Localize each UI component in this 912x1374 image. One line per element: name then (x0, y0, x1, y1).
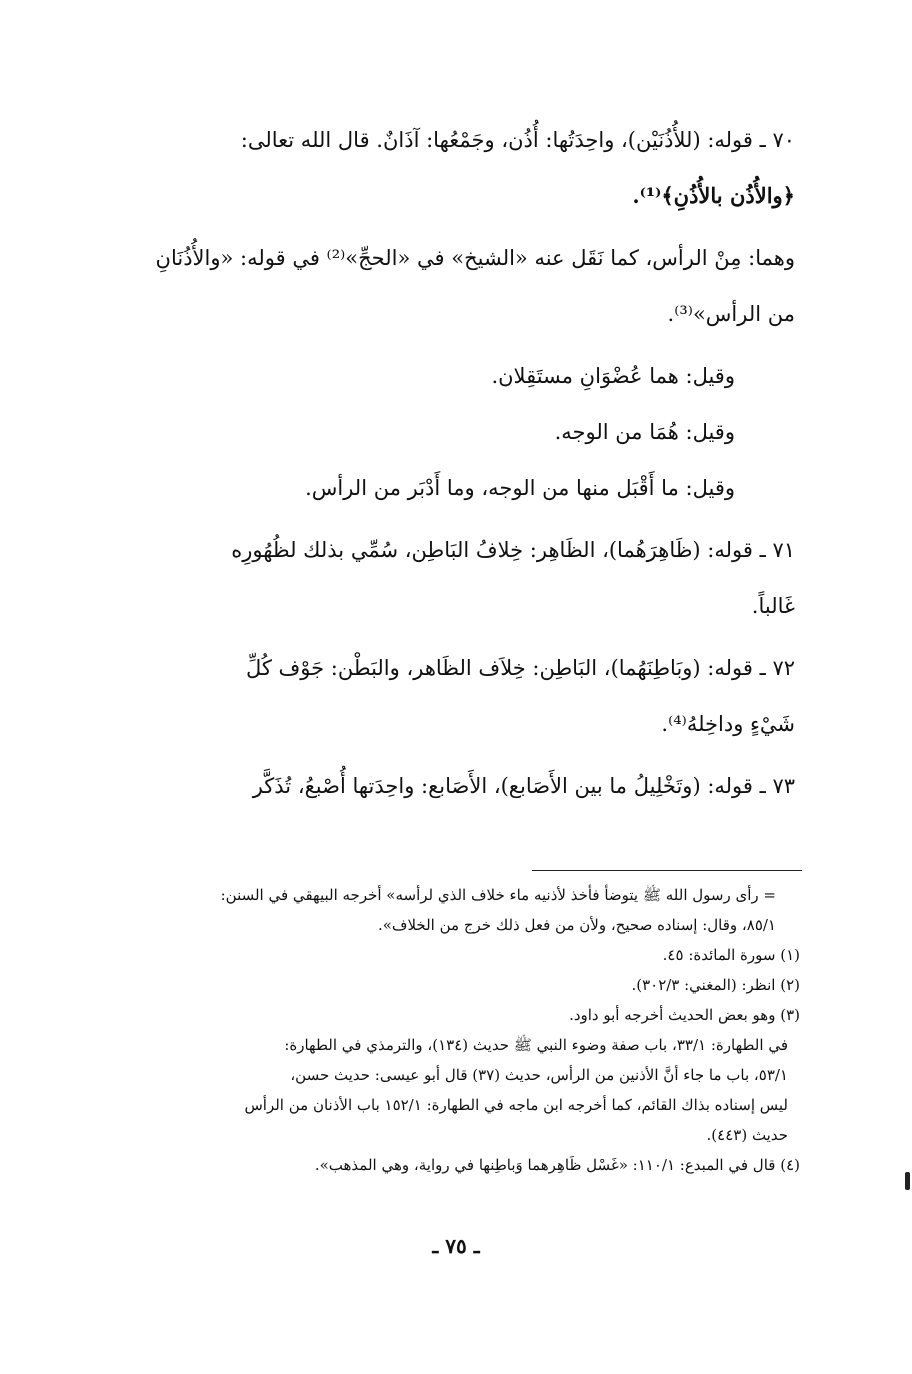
scan-edge-mark (905, 1172, 910, 1190)
paragraph-71 (95, 522, 795, 634)
footnote-continuation-line-1: = رأى رسول الله ﷺ يتوضأ فأخذ لأذنيه ماء خلاف الذي لرأسه» أخرجه البيهقي في السنن: (220, 886, 776, 904)
paragraph-73 (95, 758, 795, 814)
footnote-3-line-4: ليس إسناده بذاك القائم، كما أخرجه ابن ماجه في الطهارة: ١٥٢/١ باب الأذنان من الرأس (244, 1096, 788, 1114)
footnote-separator (532, 870, 802, 871)
paragraph-72-line-2: شَيْءٍ وداخِلهُ⁽⁴⁾. (661, 712, 795, 736)
footnote-3-line-3: ٥٣/١، باب ما جاء أنَّ الأذنين من الرأس، حديث (٣٧) قال أبو عيسى: حديث حسن، (290, 1066, 788, 1084)
opinion-3: وقيل: ما أَقْبَل منها من الوجه، وما أَدْبَر من الرأس. (305, 476, 735, 500)
paragraph-71-line-1: ٧١ ـ قوله: (ظَاهِرَهُما)، الظَاهِر: خِلافُ البَاطِن، سُمِّي بذلك لظُهُورِه (231, 538, 795, 562)
paragraph-70 (95, 112, 795, 224)
footnote-3-line-1: (٣) وهو بعض الحديث أخرجه أبو داود. (569, 1006, 800, 1024)
footnote-1: (١) سورة المائدة: ٤٥. (662, 946, 800, 964)
paragraph-71-line-2: غَالباً. (751, 594, 795, 618)
footnote-2: (٢) انظر: (المغني: ٣٠٢/٣). (631, 976, 800, 994)
footnote-3-line-2: في الطهارة: ٣٣/١، باب صفة وضوء النبي ﷺ حديث (١٣٤)، والترمذي في الطهارة: (284, 1036, 788, 1054)
footnotes (100, 880, 800, 1180)
paragraph-73-line-1: ٧٣ ـ قوله: (وتَخْلِيلُ ما بين الأَصَابع)، الأَصَابع: واحِدَتها أُصْبعُ، تُذَكَّر (252, 774, 795, 798)
page-number: ـ ٧٥ ـ (432, 1234, 480, 1258)
opinion-2: وقيل: هُمَا من الوجه. (554, 420, 735, 444)
paragraph-heads (95, 230, 795, 342)
opinion-1: وقيل: هما عُضْوَانِ مستَقِلان. (491, 364, 735, 388)
paragraph-heads-line-1: وهما: مِنْ الرأس، كما نَقَل عنه «الشيخ» في «الحجِّ»⁽²⁾ في قوله: «والأُذُنَانِ (155, 246, 795, 270)
main-text (95, 112, 795, 820)
paragraph-72-line-1: ٧٢ ـ قوله: (وبَاطِنَهُما)، البَاطِن: خِلاَف الظَاهر، والبَطْن: جَوْف كُلِّ (245, 656, 795, 680)
footnote-4: (٤) قال في المبدع: ١١٠/١: «غَسْل ظَاهِرهما وَباطِنها في رواية، وهي المذهب». (314, 1156, 800, 1174)
quran-verse: ﴿والأُذُن بالأُذُنِ﴾⁽¹⁾. (632, 183, 795, 208)
paragraph-heads-line-2: من الرأس»⁽³⁾. (667, 302, 795, 326)
footnote-3-line-5: حديث (٤٤٣). (706, 1126, 788, 1144)
paragraph-70-line-1: ٧٠ ـ قوله: (للأُذُنَيْن)، واحِدَتُها: أُذُن، وجَمْعُها: آذَانٌ. قال الله تعالى: (240, 128, 795, 152)
paragraph-72 (95, 640, 795, 752)
footnote-continuation-line-2: ٨٥/١، وقال: إسناده صحيح، ولأن من فعل ذلك خرج من الخلاف». (377, 916, 776, 934)
